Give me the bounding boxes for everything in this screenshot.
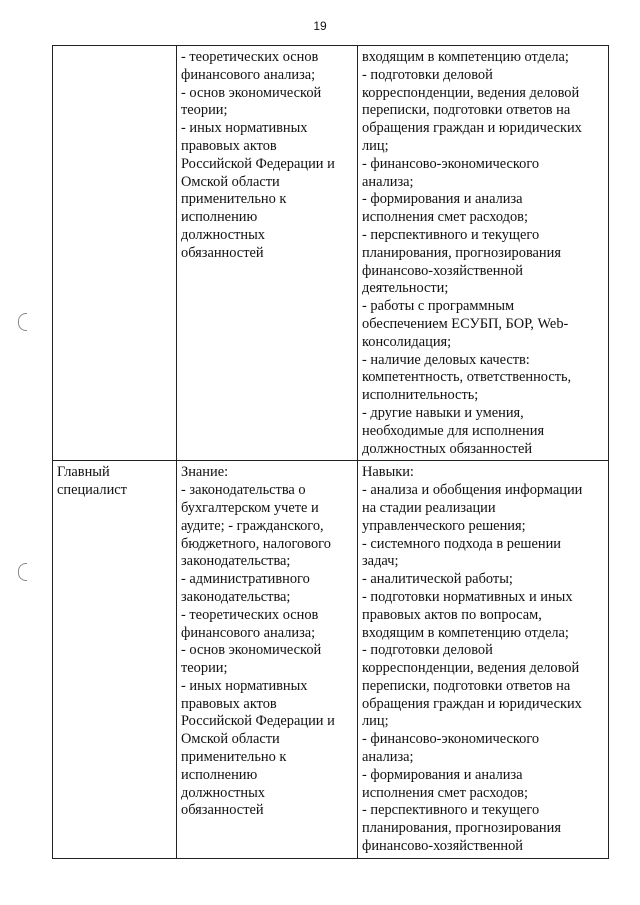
cell-text-line: обязанностей bbox=[181, 244, 264, 261]
cell-text-line: корреспонденции, ведения деловой bbox=[362, 84, 580, 101]
cell-text-line: обращения граждан и юридических bbox=[362, 120, 582, 137]
cell-text-line: теории; bbox=[181, 102, 228, 119]
cell-text-line: правовых актов bbox=[181, 137, 277, 154]
cell-text-line: - перспективного и текущего bbox=[362, 226, 540, 243]
cell-text-line: обеспечением ЕСУБП, БОР, Web- bbox=[362, 315, 569, 332]
cell-text-line: корреспонденции, ведения деловой bbox=[362, 660, 580, 677]
cell-text-line: - подготовки нормативных и иных bbox=[362, 588, 573, 605]
cell-text-line: планирования, прогнозирования bbox=[362, 820, 561, 837]
cell-text-line: финансово-хозяйственной bbox=[362, 838, 524, 855]
cell-text-line: анализа; bbox=[362, 749, 414, 766]
cell-text-line: Российской Федерации и bbox=[181, 155, 335, 172]
cell-text-line: применительно к bbox=[181, 191, 287, 208]
cell-text-line: применительно к bbox=[181, 749, 287, 766]
cell-text-line: лиц; bbox=[362, 137, 389, 154]
cell-text-line: - формирования и анализа bbox=[362, 191, 523, 208]
cell-text-line: бюджетного, налогового bbox=[181, 535, 331, 552]
cell-text-line: консолидация; bbox=[362, 333, 452, 350]
cell-text-line: - анализа и обобщения информации bbox=[362, 482, 583, 499]
cell-text-line: финансово-хозяйственной bbox=[362, 262, 524, 279]
cell-text-line: - финансово-экономического bbox=[362, 731, 540, 748]
cell-text-line: - подготовки деловой bbox=[362, 66, 493, 83]
cell-text-line: правовых актов по вопросам, bbox=[362, 606, 542, 623]
cell-text-line: исполнительность; bbox=[362, 387, 479, 404]
cell-text-line: лиц; bbox=[362, 713, 389, 730]
cell-text-line: Навыки: bbox=[362, 464, 414, 481]
cell-text-line: компетентность, ответственность, bbox=[362, 369, 572, 386]
cell-text-line: - работы с программным bbox=[362, 298, 515, 315]
cell-text-line: планирования, прогнозирования bbox=[362, 244, 561, 261]
cell-text-line: специалист bbox=[57, 482, 127, 499]
cell-text-line: исполнению bbox=[181, 209, 258, 226]
cell-text-line: необходимые для исполнения bbox=[362, 422, 545, 439]
cell-text-line: - наличие деловых качеств: bbox=[362, 351, 530, 368]
cell-text-line: Омской области bbox=[181, 173, 280, 190]
cell-text-line: - теоретических основ bbox=[181, 49, 319, 65]
cell-text-line: - иных нормативных bbox=[181, 677, 308, 694]
cell-text-line: должностных bbox=[181, 226, 265, 243]
cell-text-line: Знание: bbox=[181, 464, 229, 481]
cell-text-line: - формирования и анализа bbox=[362, 766, 523, 783]
knowledge-cell bbox=[177, 46, 358, 461]
cell-text-line: входящим в компетенцию отдела; bbox=[362, 624, 569, 641]
cell-text-line: финансового анализа; bbox=[181, 66, 316, 83]
cell-text-line: - теоретических основ bbox=[181, 606, 319, 623]
cell-text-line: правовых актов bbox=[181, 695, 277, 712]
cell-text-line: теории; bbox=[181, 660, 228, 677]
skills-cell bbox=[358, 461, 609, 859]
position-cell bbox=[53, 46, 177, 461]
cell-text-line: финансового анализа; bbox=[181, 624, 316, 641]
knowledge-cell bbox=[177, 461, 358, 859]
cell-text-line: входящим в компетенцию отдела; bbox=[362, 49, 569, 65]
cell-text-line: законодательства; bbox=[181, 588, 291, 605]
binding-hole-mark bbox=[18, 563, 27, 581]
qualification-table bbox=[52, 45, 609, 859]
cell-text-line: - подготовки деловой bbox=[362, 642, 493, 659]
cell-text-line: - финансово-экономического bbox=[362, 155, 540, 172]
cell-text-line: бухгалтерском учете и bbox=[181, 499, 319, 516]
cell-text-line: на стадии реализации bbox=[362, 499, 496, 516]
table-row bbox=[53, 46, 609, 461]
cell-text-line: аудите; - гражданского, bbox=[181, 517, 324, 534]
cell-text-line: переписки, подготовки ответов на bbox=[362, 677, 571, 694]
cell-text-line: Омской области bbox=[181, 731, 280, 748]
cell-text-line: - основ экономической bbox=[181, 84, 322, 101]
skills-cell bbox=[358, 46, 609, 461]
cell-text-line: анализа; bbox=[362, 173, 414, 190]
cell-text-line: исполнению bbox=[181, 766, 258, 783]
cell-text-line: законодательства; bbox=[181, 553, 291, 570]
cell-text-line: переписки, подготовки ответов на bbox=[362, 102, 571, 119]
cell-text-line: - другие навыки и умения, bbox=[362, 404, 524, 421]
binding-hole-mark bbox=[18, 313, 27, 331]
cell-text-line: обращения граждан и юридических bbox=[362, 695, 582, 712]
cell-text-line: должностных обязанностей bbox=[362, 440, 533, 457]
cell-text-line: Российской Федерации и bbox=[181, 713, 335, 730]
cell-text-line: - основ экономической bbox=[181, 642, 322, 659]
cell-text-line: - законодательства о bbox=[181, 482, 306, 499]
cell-text-line: должностных bbox=[181, 784, 265, 801]
cell-text-line: - системного подхода в решении bbox=[362, 535, 561, 552]
cell-text-line: деятельности; bbox=[362, 280, 449, 297]
cell-text-line: задач; bbox=[362, 553, 399, 570]
cell-text-line: - аналитической работы; bbox=[362, 571, 513, 588]
cell-text-line: исполнения смет расходов; bbox=[362, 784, 528, 801]
position-cell bbox=[53, 461, 177, 859]
table-row bbox=[53, 461, 609, 859]
cell-text-line: - иных нормативных bbox=[181, 120, 308, 137]
page-number: 19 bbox=[313, 19, 327, 33]
cell-text-line: обязанностей bbox=[181, 802, 264, 819]
cell-text-line: исполнения смет расходов; bbox=[362, 209, 528, 226]
cell-text-line: управленческого решения; bbox=[362, 517, 526, 534]
cell-text-line: - административного bbox=[181, 571, 310, 588]
cell-text-line: Главный bbox=[57, 464, 110, 481]
cell-text-line: - перспективного и текущего bbox=[362, 802, 540, 819]
